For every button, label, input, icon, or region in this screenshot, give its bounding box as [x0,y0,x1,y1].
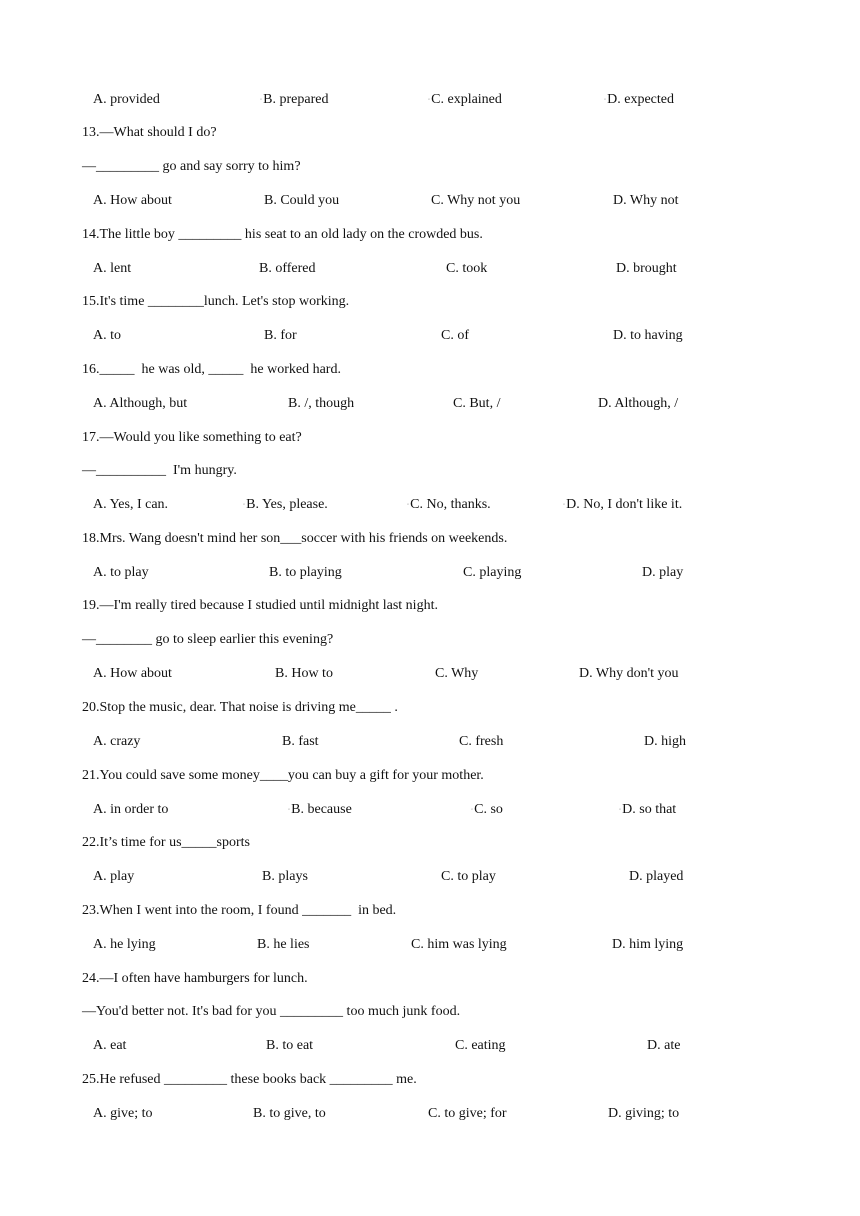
question-19-reply: —________ go to sleep earlier this evening? [82,632,334,647]
option-d: D. giving; to [608,1106,680,1121]
option-c: C. Why not you [431,193,521,208]
option-b-text: B. prepared [263,92,329,108]
question-17-stem: 17.—Would you like something to eat? [82,430,302,445]
option-b: B. to give, to [253,1106,326,1121]
marker-icon: ◦ [407,502,410,508]
marker-icon: ◦ [471,807,474,813]
option-a: A. provided [93,92,160,107]
option-a: A. eat [93,1038,127,1053]
option-d-text: D. so that [622,802,677,818]
option-a: A. in order to [93,802,169,817]
option-c: C. But, / [453,396,501,411]
option-d: D. ate [647,1038,681,1053]
option-c-text: C. explained [431,92,502,108]
question-25-stem: 25.He refused _________ these books back _________ me. [82,1072,417,1087]
option-d-text: D. expected [607,92,674,108]
question-18-stem: 18.Mrs. Wang doesn't mind her son___soccer with his friends on weekends. [82,531,508,546]
option-b: B. for [264,328,297,343]
question-23-stem: 23.When I went into the room, I found _______ in bed. [82,903,397,918]
option-c: C. eating [455,1038,506,1053]
marker-icon: ◦ [428,97,431,103]
option-d: D. Although, / [598,396,679,411]
option-c: C. playing [463,565,522,580]
option-b: B. plays [262,869,308,884]
question-16-stem: 16._____ he was old, _____ he worked hard. [82,362,341,377]
marker-icon: ◦ [288,807,291,813]
question-19-stem: 19.—I'm really tired because I studied until midnight last night. [82,598,438,613]
option-c: C. to give; for [428,1106,507,1121]
option-b: B. /, though [288,396,355,411]
option-a: A. to play [93,565,149,580]
marker-icon: ◦ [260,97,263,103]
marker-icon: ◦ [619,807,622,813]
question-14-stem: 14.The little boy _________ his seat to an old lady on the crowded bus. [82,227,483,242]
option-a: A. lent [93,261,132,276]
option-a: A. give; to [93,1106,153,1121]
option-c: C. to play [441,869,496,884]
marker-icon: ◦ [243,502,246,508]
option-d: D. Why don't you [579,666,679,681]
option-a: A. he lying [93,937,156,952]
option-b: B. fast [282,734,319,749]
option-a: A. to [93,328,121,343]
option-c: C. him was lying [411,937,507,952]
option-b-text: B. because [291,802,352,818]
option-a: A. How about [93,193,172,208]
question-21-stem: 21.You could save some money____you can buy a gift for your mother. [82,768,484,783]
option-c: C. of [441,328,469,343]
question-13-reply: —_________ go and say sorry to him? [82,159,301,174]
option-c [428,91,502,109]
option-c-text: C. No, thanks. [410,497,491,513]
question-20-stem: 20.Stop the music, dear. That noise is driving me_____ . [82,700,398,715]
option-d: D. to having [613,328,683,343]
option-b [260,91,328,109]
option-b [243,496,328,514]
option-a: A. Although, but [93,396,188,411]
option-d: D. played [629,869,684,884]
option-d-text: D. No, I don't like it. [566,497,683,513]
option-a: A. crazy [93,734,141,749]
option-d: D. Why not [613,193,679,208]
option-a: A. play [93,869,135,884]
marker-icon: ◦ [563,502,566,508]
option-b: B. to playing [269,565,342,580]
option-d [619,801,676,819]
question-24-reply: —You'd better not. It's bad for you _________ too much junk food. [82,1004,461,1019]
option-d: D. him lying [612,937,684,952]
option-d: D. play [642,565,684,580]
option-c [407,496,491,514]
question-22-stem: 22.It’s time for us_____sports [82,835,250,850]
option-b: B. Could you [264,193,340,208]
option-d [604,91,674,109]
option-d [563,496,682,514]
option-b: B. How to [275,666,333,681]
option-a: A. Yes, I can. [93,497,169,512]
option-d: D. brought [616,261,677,276]
option-b: B. offered [259,261,316,276]
option-c: C. took [446,261,488,276]
option-b [288,801,352,819]
option-c: C. Why [435,666,479,681]
option-c [471,801,503,819]
question-24-stem: 24.—I often have hamburgers for lunch. [82,971,308,986]
option-b: B. to eat [266,1038,314,1053]
question-13-stem: 13.—What should I do? [82,125,217,140]
option-c: C. fresh [459,734,504,749]
question-17-reply: —__________ I'm hungry. [82,463,237,478]
option-b-text: B. Yes, please. [246,497,328,513]
option-b: B. he lies [257,937,310,952]
option-d: D. high [644,734,686,749]
option-c-text: C. so [474,802,503,818]
question-15-stem: 15.It's time ________lunch. Let's stop working. [82,294,350,309]
option-a: A. How about [93,666,172,681]
marker-icon: ◦ [604,97,607,103]
